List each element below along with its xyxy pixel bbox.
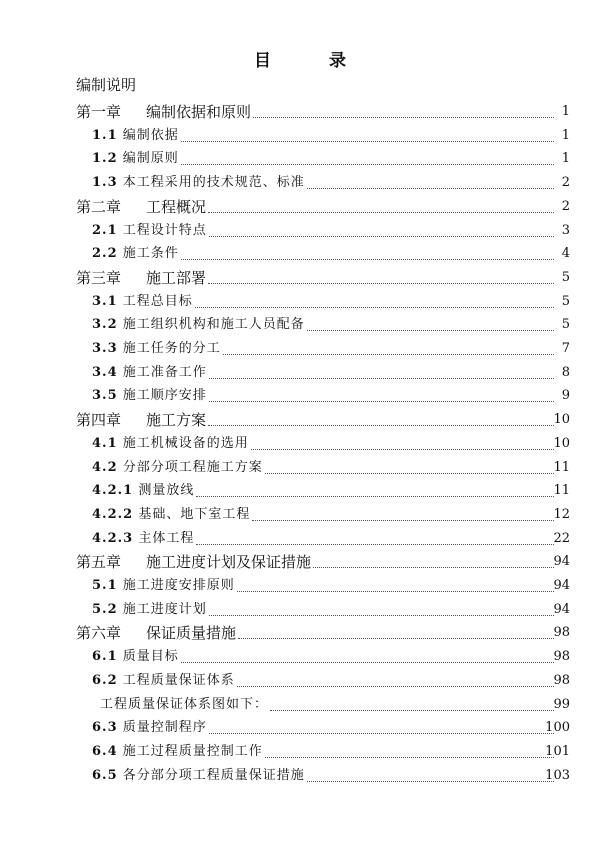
toc-page-number: 9 [561,388,570,404]
toc-entry-number: 4.2 [92,459,118,475]
toc-page-number: 1 [561,151,570,167]
dot-leader [265,450,554,474]
dot-leader [181,236,554,260]
dot-leader [181,141,554,165]
toc-page-number: 3 [561,222,570,238]
toc-entry-text: 施工机械设备的选用 [122,435,249,451]
toc-entry-label [92,645,181,669]
toc-entry-label [92,479,196,503]
toc-entry-text: 编制原则 [122,151,179,167]
toc-entry-number: 第六章 [76,624,122,643]
toc-entry-label [76,266,208,290]
dot-leader [307,307,554,331]
toc-entry-text: 施工部署 [146,268,207,287]
toc-entry-text: 质量控制程序 [122,720,207,736]
toc-section-row [0,764,600,788]
toc-entry-number: 4.2.2 [92,506,134,522]
toc-entry-label [92,242,181,266]
toc-entry-number: 第三章 [76,268,122,287]
toc-entry-number: 2.1 [92,222,118,238]
intro-heading: 编制说明 [76,76,137,94]
dot-leader [181,118,554,142]
toc-page-number: 10 [553,412,570,428]
dot-leader [209,213,554,237]
dot-leader [209,710,554,734]
toc-page-number: 5 [561,293,570,309]
toc-page-number: 12 [553,506,570,522]
dot-leader [208,189,554,213]
toc-entry-text: 保证质量措施 [146,624,237,643]
toc-page-number: 4 [561,246,570,262]
dot-leader [209,378,554,402]
toc-entry-text: 工程质量保证体系 [122,672,235,688]
toc-page-number: 101 [545,743,570,759]
toc-title: 目 录 [254,51,372,71]
toc-entry-number: 4.2.3 [92,530,134,546]
toc-entry-label [92,527,196,551]
dot-leader [265,734,554,758]
toc-entry-label [76,408,208,432]
dot-leader [238,615,554,639]
toc-entry-label [92,384,209,408]
dot-leader [223,331,554,355]
toc-entry-text: 工程概况 [146,197,207,216]
toc-entry-number: 2.2 [92,246,118,262]
toc-entry-number: 6.4 [92,743,118,759]
toc-entry-text: 质量目标 [122,649,179,665]
toc-entry-number: 第一章 [76,103,122,121]
toc-page-number: 94 [553,554,570,570]
toc-page-number: 103 [545,767,570,783]
toc-entry-label [76,195,208,219]
toc-entry-number: 第四章 [76,411,122,430]
toc-entry-text: 施工准备工作 [122,364,207,380]
toc-entry-number: 6.2 [92,672,118,688]
toc-entry-text: 施工过程质量控制工作 [122,743,263,759]
toc-page-number: 7 [561,341,570,356]
toc-entry-number: 4.2.1 [92,483,134,499]
toc-entry-number: 1.1 [92,127,118,143]
toc-entry-label [92,598,209,622]
dot-leader [237,663,554,687]
toc-page-number: 98 [553,649,570,665]
dot-leader [251,426,554,450]
toc-page-number: 1 [561,127,570,143]
toc-entry-text: 工程质量保证体系图如下： [100,696,269,712]
toc-entry-label [92,669,237,693]
toc-entry-number: 3.4 [92,364,118,380]
dot-leader [208,402,554,426]
toc-entry-number: 6.1 [92,649,118,665]
toc-entry-text: 工程设计特点 [122,222,207,238]
toc-entry-number: 第五章 [76,553,122,572]
toc-entry-number: 6.5 [92,767,118,783]
toc-entry-text: 施工进度计划 [122,601,207,617]
dot-leader [307,758,554,782]
toc-entry-text: 各分部分项工程质量保证措施 [122,767,305,783]
toc-page-number: 98 [553,625,570,641]
dot-leader [208,260,554,284]
dot-leader [307,165,554,189]
toc-page-number: 11 [553,459,570,475]
toc-page-number: 94 [553,601,570,617]
toc-page-number: 11 [553,483,570,499]
toc-entry-text: 施工顺序安排 [122,388,207,404]
toc-entry-number: 3.3 [92,341,118,356]
toc-page-number: 5 [561,269,570,285]
toc-entry-text: 测量放线 [138,483,195,499]
toc-entry-text: 工程总目标 [122,293,193,309]
toc-entry-number: 3.2 [92,317,118,333]
toc-entry-label [92,716,209,740]
toc-page-number: 8 [561,364,570,380]
toc-entry-text: 施工条件 [122,246,179,262]
dot-leader [181,639,554,663]
toc-entry-label [92,337,223,361]
toc-entry-label [92,432,251,456]
toc-entry-label [92,740,265,764]
toc-entry-label [92,124,181,148]
dot-leader [313,544,554,568]
toc-entry-number: 5.1 [92,578,118,593]
dot-leader [252,497,554,521]
toc-entry-number: 1.3 [92,175,118,191]
toc-page-number: 100 [545,720,570,736]
toc-entry-text: 编制依据和原则 [146,103,252,121]
toc-page-number: 10 [553,435,570,451]
toc-entry-text: 施工进度计划及保证措施 [146,553,312,572]
dot-leader [253,94,554,118]
toc-entry-number: 1.2 [92,151,118,167]
toc-entry-text: 基础、地下室工程 [138,506,251,522]
toc-entry-number: 6.3 [92,720,118,736]
toc-entry-text: 施工方案 [146,411,207,430]
toc-entry-label [92,290,195,314]
toc-page-number: 94 [553,578,570,593]
dot-leader [209,355,554,379]
toc-entry-number: 5.2 [92,601,118,617]
toc-page-number: 22 [553,530,570,546]
toc-page-number: 5 [561,317,570,333]
dot-leader [237,568,554,592]
toc-page-number: 1 [561,104,570,119]
dot-leader [196,521,554,545]
toc-entry-number: 4.1 [92,435,118,451]
toc-entry-text: 施工进度安排原则 [122,578,235,593]
toc-entry-label [92,764,307,788]
dot-leader [270,687,554,711]
dot-leader [195,284,554,308]
dot-leader [196,473,554,497]
toc-entry-number: 第二章 [76,197,122,216]
toc-entry-number: 3.1 [92,293,118,309]
toc-page-number: 98 [553,672,570,688]
toc-entry-text: 施工任务的分工 [122,341,221,356]
toc-page-number: 2 [561,175,570,191]
toc-page-number: 99 [553,696,570,712]
toc-entry-label [92,147,181,171]
toc-entry-text: 分部分项工程施工方案 [122,459,263,475]
toc-entry-text: 编制依据 [122,127,179,143]
toc-entry-number: 3.5 [92,388,118,404]
toc-page-number: 2 [561,198,570,214]
toc-entry-text: 主体工程 [138,530,195,546]
dot-leader [209,592,554,616]
toc-entry-text: 施工组织机构和施工人员配备 [122,317,305,333]
toc-entry-text: 本工程采用的技术规范、标准 [122,175,305,191]
toc-entry-label [92,361,209,385]
